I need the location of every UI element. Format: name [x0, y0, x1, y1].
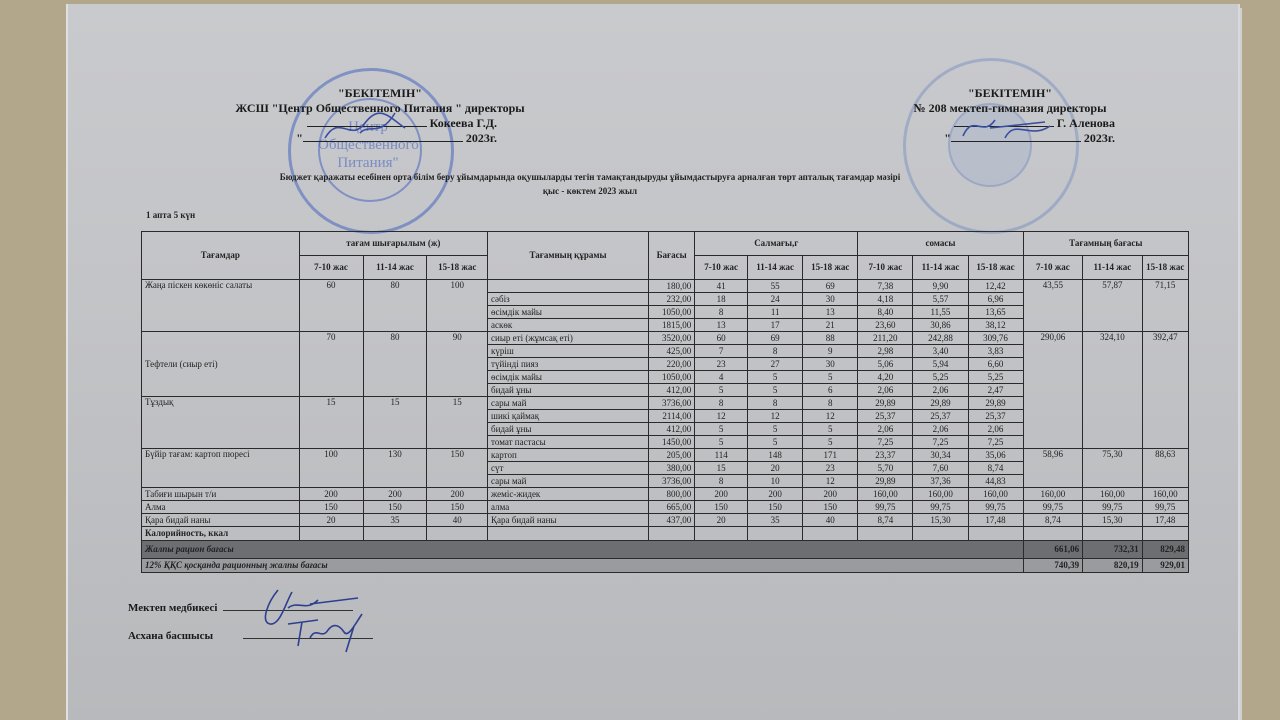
- vat-total-cell: 740,39: [1023, 559, 1083, 573]
- sum-cell: 242,88: [913, 332, 968, 345]
- price-cell: 180,00: [648, 280, 694, 293]
- weight-cell: 5: [803, 436, 858, 449]
- weight-cell: 69: [803, 280, 858, 293]
- ingredient: сары май: [488, 475, 649, 488]
- table-row: [142, 514, 1189, 527]
- ingredient: [488, 280, 649, 293]
- header-age: 15-18 жас: [427, 256, 488, 280]
- empty-cell: [1083, 527, 1143, 541]
- output-cell: 80: [363, 332, 427, 397]
- vat-total-cell: 929,01: [1142, 559, 1188, 573]
- weight-cell: 5: [803, 371, 858, 384]
- weight-cell: 150: [695, 501, 748, 514]
- total-cell: 661,06: [1023, 541, 1083, 559]
- weight-cell: 20: [695, 514, 748, 527]
- approval-right-name: Г. Аленова: [1056, 116, 1115, 130]
- sum-cell: 23,37: [858, 449, 913, 462]
- ingredient: аскөк: [488, 319, 649, 332]
- price-cell: 412,00: [648, 423, 694, 436]
- sum-cell: 6,60: [968, 358, 1023, 371]
- stamp-text-line: Питания": [337, 155, 399, 171]
- sum-cell: 2,06: [858, 423, 913, 436]
- total-label: Жалпы рацион бағасы: [142, 541, 1024, 559]
- weight-cell: 7: [695, 345, 748, 358]
- dish-price-cell: 88,63: [1142, 449, 1188, 488]
- weight-cell: 15: [695, 462, 748, 475]
- sum-cell: 25,37: [968, 410, 1023, 423]
- sum-cell: 5,57: [913, 293, 968, 306]
- header-age: 15-18 жас: [1142, 256, 1188, 280]
- sum-cell: 5,94: [913, 358, 968, 371]
- weight-cell: 10: [748, 475, 803, 488]
- ingredient: томат пастасы: [488, 436, 649, 449]
- weight-cell: 8: [748, 397, 803, 410]
- weight-cell: 40: [803, 514, 858, 527]
- approval-right-heading: "БЕКІТЕМІН": [968, 86, 1052, 100]
- weight-cell: 21: [803, 319, 858, 332]
- output-cell: 150: [427, 449, 488, 488]
- price-cell: 2114,00: [648, 410, 694, 423]
- empty-cell: [695, 527, 748, 541]
- sum-cell: 5,25: [913, 371, 968, 384]
- dish-price-cell: 290,06: [1023, 332, 1083, 449]
- sum-cell: 3,40: [913, 345, 968, 358]
- weight-cell: 13: [803, 306, 858, 319]
- sum-cell: 2,06: [968, 423, 1023, 436]
- total-cell: 732,31: [1083, 541, 1143, 559]
- dish-price-cell: 160,00: [1142, 488, 1188, 501]
- weight-cell: 200: [695, 488, 748, 501]
- price-cell: 437,00: [648, 514, 694, 527]
- dish-price-cell: 17,48: [1142, 514, 1188, 527]
- dish-price-cell: 57,87: [1083, 280, 1143, 332]
- dish-price-cell: 75,30: [1083, 449, 1143, 488]
- sum-cell: 4,18: [858, 293, 913, 306]
- header-age: 7-10 жас: [299, 256, 363, 280]
- sum-cell: 8,40: [858, 306, 913, 319]
- approval-left-name: Кокеева Г.Д.: [429, 116, 497, 130]
- sum-cell: 211,20: [858, 332, 913, 345]
- weight-cell: 8: [695, 475, 748, 488]
- output-cell: 100: [427, 280, 488, 332]
- title-line-1: Бюджет қаражаты есебінен орта білім беру ұйымдарында оқушыларды тегін тамақтандыруды ұйымдастыруға арналған төрт апталық тағамдар мәзірі: [279, 172, 901, 182]
- vat-total-label: 12% ҚҚС қосқанда рационның жалпы бағасы: [142, 559, 1024, 573]
- vat-total-row: [142, 559, 1189, 573]
- dish-price-cell: 99,75: [1023, 501, 1083, 514]
- sum-cell: 37,36: [913, 475, 968, 488]
- header-age: 15-18 жас: [968, 256, 1023, 280]
- price-cell: 800,00: [648, 488, 694, 501]
- ingredient: бидай ұны: [488, 423, 649, 436]
- dish-name: Алма: [142, 501, 300, 514]
- sum-cell: 2,98: [858, 345, 913, 358]
- sum-cell: 8,74: [968, 462, 1023, 475]
- empty-cell: [363, 527, 427, 541]
- sum-cell: 2,06: [913, 384, 968, 397]
- sum-cell: 160,00: [913, 488, 968, 501]
- header-dish-price: Тағамның бағасы: [1023, 232, 1188, 256]
- sum-cell: 6,96: [968, 293, 1023, 306]
- table-row: [142, 488, 1189, 501]
- empty-cell: [858, 527, 913, 541]
- weight-cell: 6: [803, 384, 858, 397]
- header-age: 7-10 жас: [1023, 256, 1083, 280]
- date-quote: ": [944, 131, 951, 145]
- sum-cell: 23,60: [858, 319, 913, 332]
- ingredient: жеміс-жидек: [488, 488, 649, 501]
- weight-cell: 27: [748, 358, 803, 371]
- weight-cell: 18: [695, 293, 748, 306]
- sum-cell: 99,75: [858, 501, 913, 514]
- price-cell: 1450,00: [648, 436, 694, 449]
- sum-cell: 13,65: [968, 306, 1023, 319]
- output-cell: 150: [363, 501, 427, 514]
- ingredient: шикі қаймақ: [488, 410, 649, 423]
- document-title: [180, 170, 1000, 198]
- weight-cell: 5: [695, 423, 748, 436]
- header-output: тағам шығарылым (ж): [299, 232, 487, 256]
- paper-stack-edge: [1238, 8, 1242, 720]
- weight-cell: 23: [803, 462, 858, 475]
- header-weight: Салмағы,г: [695, 232, 858, 256]
- weight-cell: 13: [695, 319, 748, 332]
- output-cell: 80: [363, 280, 427, 332]
- weight-cell: 5: [695, 436, 748, 449]
- price-cell: 3736,00: [648, 397, 694, 410]
- weight-cell: 5: [803, 423, 858, 436]
- table-row: [142, 501, 1189, 514]
- weight-cell: 24: [748, 293, 803, 306]
- weight-cell: 23: [695, 358, 748, 371]
- output-cell: 100: [299, 449, 363, 488]
- ingredient: күріш: [488, 345, 649, 358]
- dish-price-cell: 324,10: [1083, 332, 1143, 449]
- sum-cell: 15,30: [913, 514, 968, 527]
- calories-row: [142, 527, 1189, 541]
- canteen-head-label: Асхана басшысы: [128, 630, 214, 642]
- sum-cell: 29,89: [858, 397, 913, 410]
- table-row: [142, 280, 1189, 293]
- empty-cell: [1023, 527, 1083, 541]
- sum-cell: 8,74: [858, 514, 913, 527]
- weight-cell: 60: [695, 332, 748, 345]
- sum-cell: 4,20: [858, 371, 913, 384]
- price-cell: 220,00: [648, 358, 694, 371]
- dish-name: Бүйір тағам: картоп пюресі: [142, 449, 300, 488]
- ingredient: түйінді пияз: [488, 358, 649, 371]
- output-cell: 200: [363, 488, 427, 501]
- weight-cell: 30: [803, 358, 858, 371]
- output-cell: 40: [427, 514, 488, 527]
- dish-name: Тұздық: [142, 397, 300, 449]
- sum-cell: 44,83: [968, 475, 1023, 488]
- dish-price-cell: 71,15: [1142, 280, 1188, 332]
- date-quote: ": [296, 131, 303, 145]
- weight-cell: 12: [695, 410, 748, 423]
- sum-cell: 29,89: [968, 397, 1023, 410]
- ingredient: картоп: [488, 449, 649, 462]
- calories-label: Калорийность, ккал: [142, 527, 300, 541]
- sum-cell: 3,83: [968, 345, 1023, 358]
- empty-cell: [488, 527, 649, 541]
- title-line-2: қыс - көктем 2023 жыл: [542, 186, 638, 196]
- ingredient: Қара бидай наны: [488, 514, 649, 527]
- output-cell: 150: [299, 501, 363, 514]
- price-cell: 3736,00: [648, 475, 694, 488]
- header-sum: сомасы: [858, 232, 1023, 256]
- weight-cell: 12: [748, 410, 803, 423]
- sum-cell: 38,12: [968, 319, 1023, 332]
- dish-name: Тефтели (сиыр еті): [142, 332, 300, 397]
- weight-cell: 171: [803, 449, 858, 462]
- menu-table: [141, 231, 1189, 573]
- weight-cell: 41: [695, 280, 748, 293]
- table-row: [142, 449, 1189, 462]
- price-cell: 232,00: [648, 293, 694, 306]
- empty-cell: [299, 527, 363, 541]
- weight-cell: 8: [803, 397, 858, 410]
- weight-cell: 114: [695, 449, 748, 462]
- dish-price-cell: 58,96: [1023, 449, 1083, 488]
- stamp-text-line: Общественного: [318, 137, 419, 153]
- approval-left-heading: "БЕКІТЕМІН": [338, 86, 422, 100]
- output-cell: 15: [299, 397, 363, 449]
- sum-cell: 160,00: [858, 488, 913, 501]
- price-cell: 412,00: [648, 384, 694, 397]
- sum-cell: 29,89: [913, 397, 968, 410]
- sum-cell: 7,60: [913, 462, 968, 475]
- sum-cell: 35,06: [968, 449, 1023, 462]
- sum-cell: 309,76: [968, 332, 1023, 345]
- sum-cell: 2,06: [858, 384, 913, 397]
- dish-price-cell: 160,00: [1023, 488, 1083, 501]
- empty-cell: [803, 527, 858, 541]
- output-cell: 200: [427, 488, 488, 501]
- output-cell: 130: [363, 449, 427, 488]
- price-cell: 1050,00: [648, 306, 694, 319]
- dish-price-cell: 99,75: [1083, 501, 1143, 514]
- weight-cell: 9: [803, 345, 858, 358]
- weight-cell: 148: [748, 449, 803, 462]
- weight-cell: 150: [748, 501, 803, 514]
- header-age: 15-18 жас: [803, 256, 858, 280]
- weight-cell: 5: [695, 384, 748, 397]
- sum-cell: 12,42: [968, 280, 1023, 293]
- header-age: 7-10 жас: [695, 256, 748, 280]
- header-age: 11-14 жас: [748, 256, 803, 280]
- ingredient: сиыр еті (жұмсақ еті): [488, 332, 649, 345]
- weight-cell: 12: [803, 410, 858, 423]
- sum-cell: 7,25: [858, 436, 913, 449]
- sum-cell: 25,37: [858, 410, 913, 423]
- output-cell: 15: [363, 397, 427, 449]
- sum-cell: 2,06: [913, 423, 968, 436]
- output-cell: 20: [299, 514, 363, 527]
- dish-name: Табиғи шырын т/и: [142, 488, 300, 501]
- header-age: 11-14 жас: [1083, 256, 1143, 280]
- weight-cell: 200: [748, 488, 803, 501]
- signature-right-icon: [955, 108, 1065, 148]
- weight-cell: 20: [748, 462, 803, 475]
- sum-cell: 160,00: [968, 488, 1023, 501]
- price-cell: 380,00: [648, 462, 694, 475]
- weight-cell: 17: [748, 319, 803, 332]
- header-composition: Тағамның құрамы: [488, 232, 649, 280]
- sum-cell: 29,89: [858, 475, 913, 488]
- sum-cell: 99,75: [913, 501, 968, 514]
- output-cell: 70: [299, 332, 363, 397]
- dish-price-cell: 392,47: [1142, 332, 1188, 449]
- approval-right-year: 2023г.: [1083, 131, 1115, 145]
- table-row: [142, 332, 1189, 345]
- stamp-text-line: Центр: [348, 119, 388, 135]
- weight-cell: 35: [748, 514, 803, 527]
- header-price: Бағасы: [648, 232, 694, 280]
- sum-cell: 7,25: [968, 436, 1023, 449]
- ingredient: алма: [488, 501, 649, 514]
- sum-cell: 99,75: [968, 501, 1023, 514]
- signature-handwritten-icon: [258, 582, 378, 654]
- weight-cell: 8: [748, 345, 803, 358]
- weight-cell: 5: [748, 384, 803, 397]
- weight-cell: 30: [803, 293, 858, 306]
- dish-price-cell: 15,30: [1083, 514, 1143, 527]
- header-age: 11-14 жас: [913, 256, 968, 280]
- approval-right-org: № 208 мектеп-гимназия директоры: [913, 101, 1107, 115]
- ingredient: өсімдік майы: [488, 306, 649, 319]
- week-day-label: 1 апта 5 күн: [146, 210, 196, 220]
- ingredient: сүт: [488, 462, 649, 475]
- empty-cell: [968, 527, 1023, 541]
- weight-cell: 88: [803, 332, 858, 345]
- dish-price-cell: 99,75: [1142, 501, 1188, 514]
- price-cell: 665,00: [648, 501, 694, 514]
- weight-cell: 12: [803, 475, 858, 488]
- total-cell: 829,48: [1142, 541, 1188, 559]
- signature-left-icon: [320, 108, 430, 148]
- sum-cell: 5,70: [858, 462, 913, 475]
- weight-cell: 55: [748, 280, 803, 293]
- empty-cell: [748, 527, 803, 541]
- output-cell: 200: [299, 488, 363, 501]
- nurse-label: Мектеп медбикесі: [128, 602, 218, 614]
- sum-cell: 7,38: [858, 280, 913, 293]
- sum-cell: 25,37: [913, 410, 968, 423]
- sum-cell: 5,06: [858, 358, 913, 371]
- approval-left-year: 2023г.: [465, 131, 497, 145]
- vat-total-cell: 820,19: [1083, 559, 1143, 573]
- sum-cell: 17,48: [968, 514, 1023, 527]
- total-row: [142, 541, 1189, 559]
- dish-price-cell: 160,00: [1083, 488, 1143, 501]
- approval-left-org: ЖСШ "Центр Общественного Питания " директоры: [235, 101, 525, 115]
- dish-price-cell: 43,55: [1023, 280, 1083, 332]
- weight-cell: 5: [748, 371, 803, 384]
- sum-cell: 30,86: [913, 319, 968, 332]
- header-age: 7-10 жас: [858, 256, 913, 280]
- price-cell: 1050,00: [648, 371, 694, 384]
- dish-name: Қара бидай наны: [142, 514, 300, 527]
- price-cell: 3520,00: [648, 332, 694, 345]
- ingredient: сәбіз: [488, 293, 649, 306]
- sum-cell: 7,25: [913, 436, 968, 449]
- weight-cell: 8: [695, 397, 748, 410]
- sum-cell: 5,25: [968, 371, 1023, 384]
- output-cell: 15: [427, 397, 488, 449]
- empty-cell: [648, 527, 694, 541]
- ingredient: сары май: [488, 397, 649, 410]
- dish-name: Жаңа піскен көкөніс салаты: [142, 280, 300, 332]
- weight-cell: 4: [695, 371, 748, 384]
- price-cell: 205,00: [648, 449, 694, 462]
- weight-cell: 69: [748, 332, 803, 345]
- output-cell: 35: [363, 514, 427, 527]
- output-cell: 60: [299, 280, 363, 332]
- ingredient: өсімдік майы: [488, 371, 649, 384]
- weight-cell: 200: [803, 488, 858, 501]
- header-dishes: Тағамдар: [142, 232, 300, 280]
- sum-cell: 11,55: [913, 306, 968, 319]
- ingredient: бидай ұны: [488, 384, 649, 397]
- price-cell: 1815,00: [648, 319, 694, 332]
- sum-cell: 2,47: [968, 384, 1023, 397]
- weight-cell: 11: [748, 306, 803, 319]
- price-cell: 425,00: [648, 345, 694, 358]
- empty-cell: [427, 527, 488, 541]
- empty-cell: [1142, 527, 1188, 541]
- output-cell: 150: [427, 501, 488, 514]
- weight-cell: 8: [695, 306, 748, 319]
- dish-price-cell: 8,74: [1023, 514, 1083, 527]
- output-cell: 90: [427, 332, 488, 397]
- weight-cell: 5: [748, 436, 803, 449]
- weight-cell: 5: [748, 423, 803, 436]
- weight-cell: 150: [803, 501, 858, 514]
- sum-cell: 30,34: [913, 449, 968, 462]
- header-age: 11-14 жас: [363, 256, 427, 280]
- empty-cell: [913, 527, 968, 541]
- sum-cell: 9,90: [913, 280, 968, 293]
